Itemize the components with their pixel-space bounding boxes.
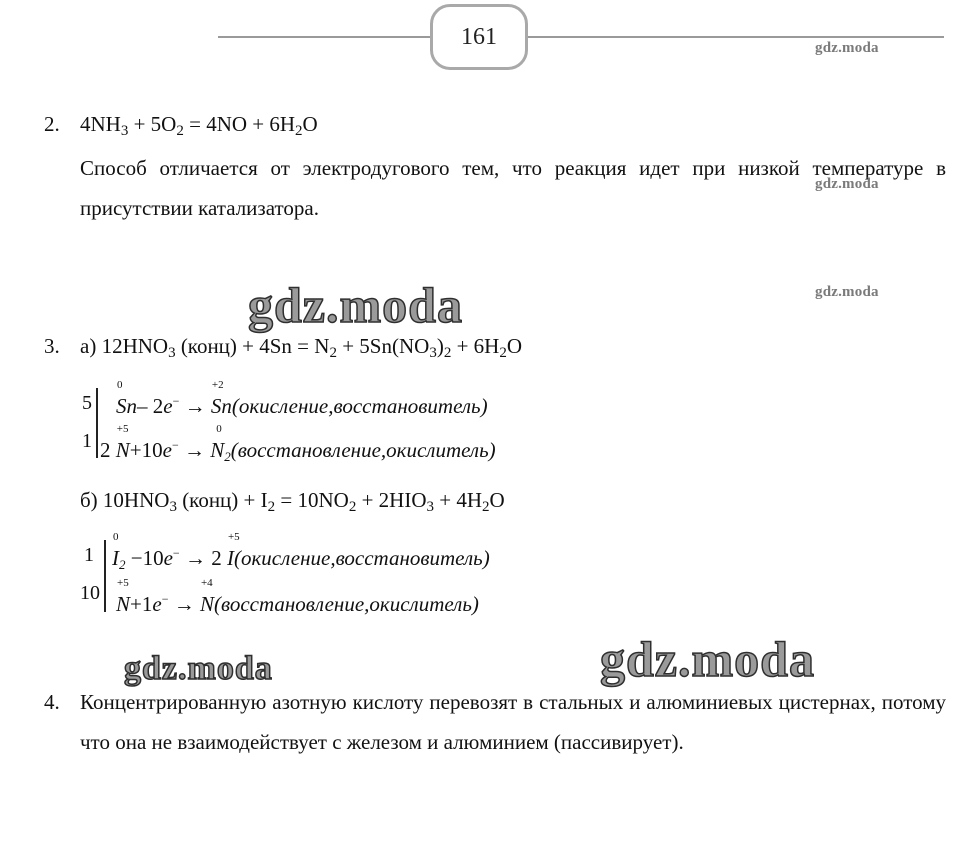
balance-coef: 1 xyxy=(82,430,92,452)
balance-line: N +5 +1e− → N +4 (восстановление,окислитель) xyxy=(116,577,479,616)
task2-equation xyxy=(80,112,318,137)
task3-number: 3. xyxy=(44,334,60,358)
task2-equation-text: $4NH_3 + 5O_2 = 4NO + 6H_2O$ xyxy=(80,112,318,139)
balance-bar xyxy=(104,540,106,612)
balance-coef: 10 xyxy=(80,582,100,604)
task4-number: 4. xyxy=(44,690,60,714)
task2-number: 2. xyxy=(44,112,60,136)
task4-text: Концентрированную азотную кислоту перевозят в стальных и алюминиевых цистернах, потому что она не взаимодействует с железом и алюминием (пассивирует). xyxy=(80,690,946,754)
task2-explanation: Способ отличается от электродугового тем, что реакция идет при низкой температуре в присутствии катализатора. xyxy=(80,156,946,220)
balance-line: 2 N +5 +10e− → N 0 $_2$(восстановление,окислитель) xyxy=(100,423,496,464)
watermark-large: gdz.moda xyxy=(124,650,273,687)
watermark-small: gdz.moda xyxy=(815,176,879,192)
balance-line: Sn 0 – 2e− → Sn +2 (окисление,восстановитель) xyxy=(116,379,488,418)
watermark-large: gdz.moda xyxy=(600,631,815,687)
balance-coef: 5 xyxy=(82,392,92,414)
task3a-equation: а) $12HNO_3$ (конц) + $4Sn = N_2 + 5Sn(NO_3)_2 + 6H_2O$ xyxy=(80,334,522,361)
page-number: 161 xyxy=(430,4,528,70)
header-rule-left xyxy=(218,36,430,38)
watermark-large: gdz.moda xyxy=(248,277,463,333)
balance-bar xyxy=(96,388,98,458)
balance-line: I 0 $_2$ −10e− → 2 I +5 (окисление,восстановитель) xyxy=(112,531,490,572)
watermark-small: gdz.moda xyxy=(815,284,879,300)
header-rule-right xyxy=(522,36,944,38)
task3b-equation: б) $10HNO_3$ (конц) + $I_2 = 10NO_2 + 2HIO_3 + 4H_2O$ xyxy=(80,488,505,515)
watermark-small: gdz.moda xyxy=(815,40,879,56)
balance-coef: 1 xyxy=(84,544,94,566)
